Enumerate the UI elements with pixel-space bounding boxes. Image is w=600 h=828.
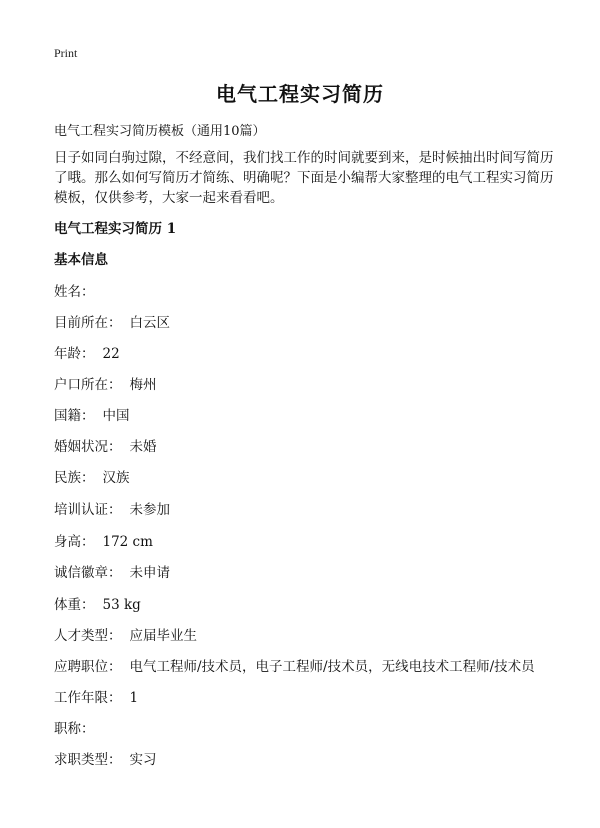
field-value: 53 kg [102,597,141,613]
field-label: 婚姻状况： [54,439,122,455]
field-label: 户口所在： [54,377,122,393]
field-value: 电气工程师/技术员，电子工程师/技术员，无线电技术工程师/技术员 [129,659,535,675]
field-value: 中国 [102,408,130,424]
field-value: 实习 [129,752,157,768]
print-link[interactable]: Print [54,46,78,60]
field-value: 未参加 [129,502,170,518]
field-label: 求职类型： [54,752,122,768]
basic-info-heading: 基本信息 [54,252,108,268]
field-row-work-years [54,686,138,706]
field-value: 白云区 [129,315,170,331]
field-value: 汉族 [102,470,130,486]
field-row-talent-type [54,624,197,644]
field-value: 应届毕业生 [129,628,197,644]
field-label: 姓名： [54,284,95,300]
field-row-weight [54,593,141,613]
field-label: 身高： [54,534,95,550]
field-value: 22 [102,346,120,362]
field-value: 未申请 [129,565,170,581]
field-label: 体重： [54,597,95,613]
field-label: 工作年限： [54,690,122,706]
field-label: 培训认证： [54,502,122,518]
field-row-marital-status [54,435,157,455]
field-value: 1 [129,690,139,706]
field-label: 国籍： [54,408,95,424]
field-label: 年龄： [54,346,95,362]
field-row-location [54,311,170,331]
field-label: 诚信徽章： [54,565,122,581]
field-row-job-type [54,748,157,768]
field-value: 172 cm [102,534,153,550]
field-row-nationality [54,404,130,424]
field-label: 目前所在： [54,315,122,331]
field-label: 人才类型： [54,628,122,644]
page-title: 电气工程实习简历 [216,82,384,106]
field-label: 应聘职位： [54,659,122,675]
resume-section-title: 电气工程实习简历 1 [54,221,177,237]
field-row-certification [54,498,170,518]
field-value: 梅州 [129,377,157,393]
intro-paragraph: 日子如同白驹过隙，不经意间，我们找工作的时间就要到来，是时候抽出时间写简历了哦。那么如何写简历才简练、明确呢？下面是小编帮大家整理的电气工程实习简历模板，仅供参考，大家一起来看看吧。 [54,150,554,206]
field-row-height [54,530,153,550]
field-row-integrity-badge [54,561,170,581]
field-row-title [54,717,103,737]
field-row-ethnicity [54,466,130,486]
field-value: 未婚 [129,439,157,455]
field-row-hukou [54,373,157,393]
document-subtitle: 电气工程实习简历模板（通用10篇） [54,124,266,139]
field-row-position [54,655,535,675]
field-label: 民族： [54,470,95,486]
field-row-name [54,280,103,300]
field-row-age [54,342,120,362]
field-label: 职称： [54,721,95,737]
